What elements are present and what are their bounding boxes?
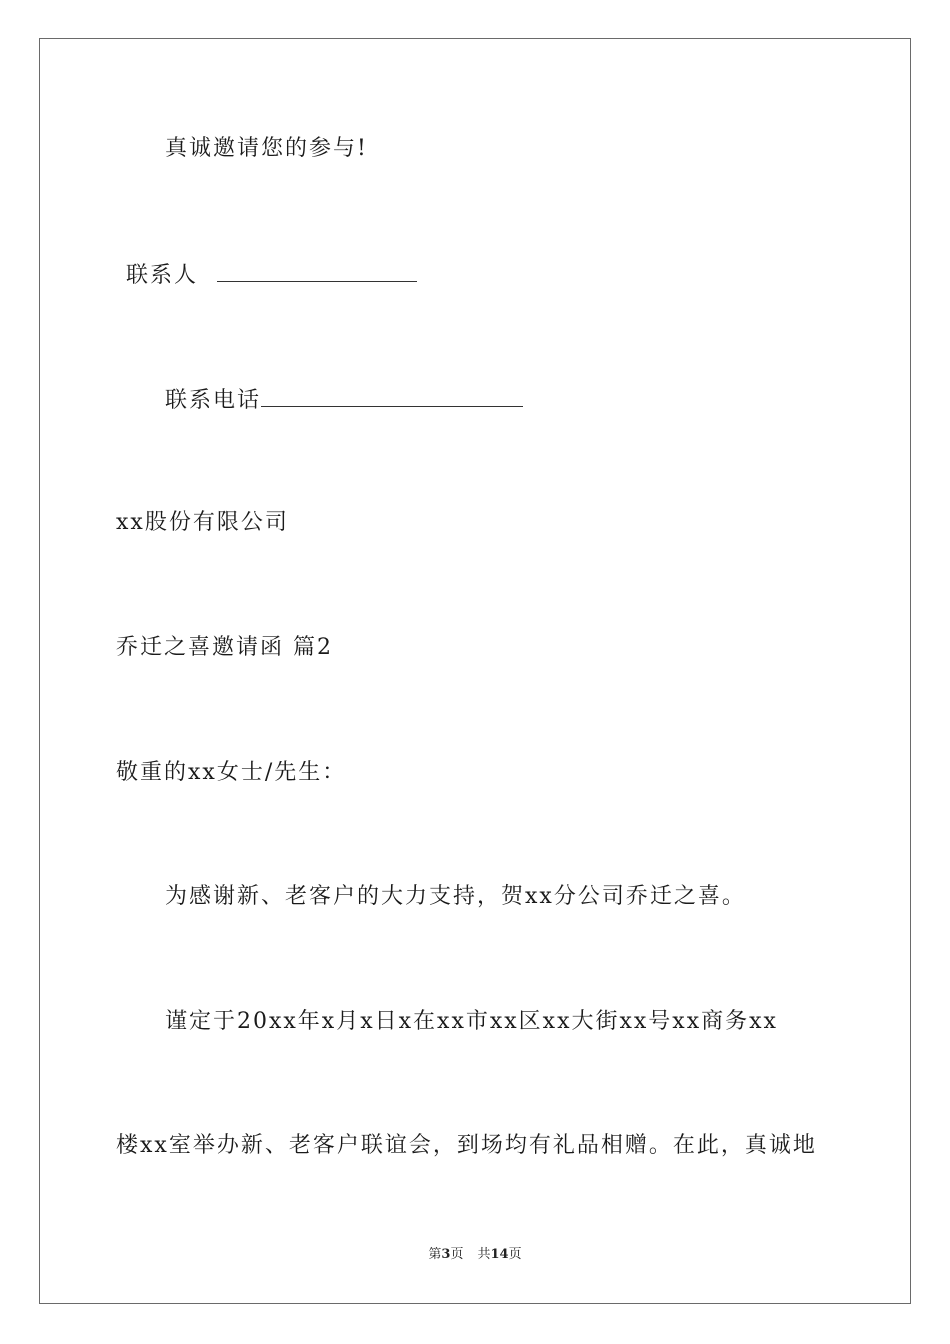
page-suffix: 页 [450,1247,464,1262]
page-frame [39,38,911,1304]
page-footer [0,1246,950,1264]
contact-person-label: 联系人 [126,263,199,288]
total-suffix: 页 [508,1247,522,1262]
section-title: 乔迁之喜邀请函 篇2 [116,635,333,660]
total-prefix: 共 [477,1247,491,1262]
contact-phone-row [165,384,523,416]
page-prefix: 第 [428,1247,442,1262]
contact-phone-label: 联系电话 [165,388,262,413]
total-pages: 14 [490,1247,509,1262]
paragraph-1: 为感谢新、老客户的大力支持，贺xx分公司乔迁之喜。 [165,884,746,909]
paragraph-2-line-2: 楼xx室举办新、老客户联谊会，到场均有礼品相赠。在此，真诚地 [116,1133,817,1158]
contact-phone-blank[interactable] [261,384,523,407]
salutation: 敬重的xx女士/先生： [116,760,347,785]
contact-person-row [126,259,417,291]
paragraph-2-line-1: 谨定于20xx年x月x日x在xx市xx区xx大街xx号xx商务xx [165,1009,778,1034]
company-name: xx股份有限公司 [116,510,289,535]
invite-line: 真诚邀请您的参与! [165,136,368,161]
contact-person-blank[interactable] [217,259,417,282]
page-number: 3 [441,1247,451,1262]
